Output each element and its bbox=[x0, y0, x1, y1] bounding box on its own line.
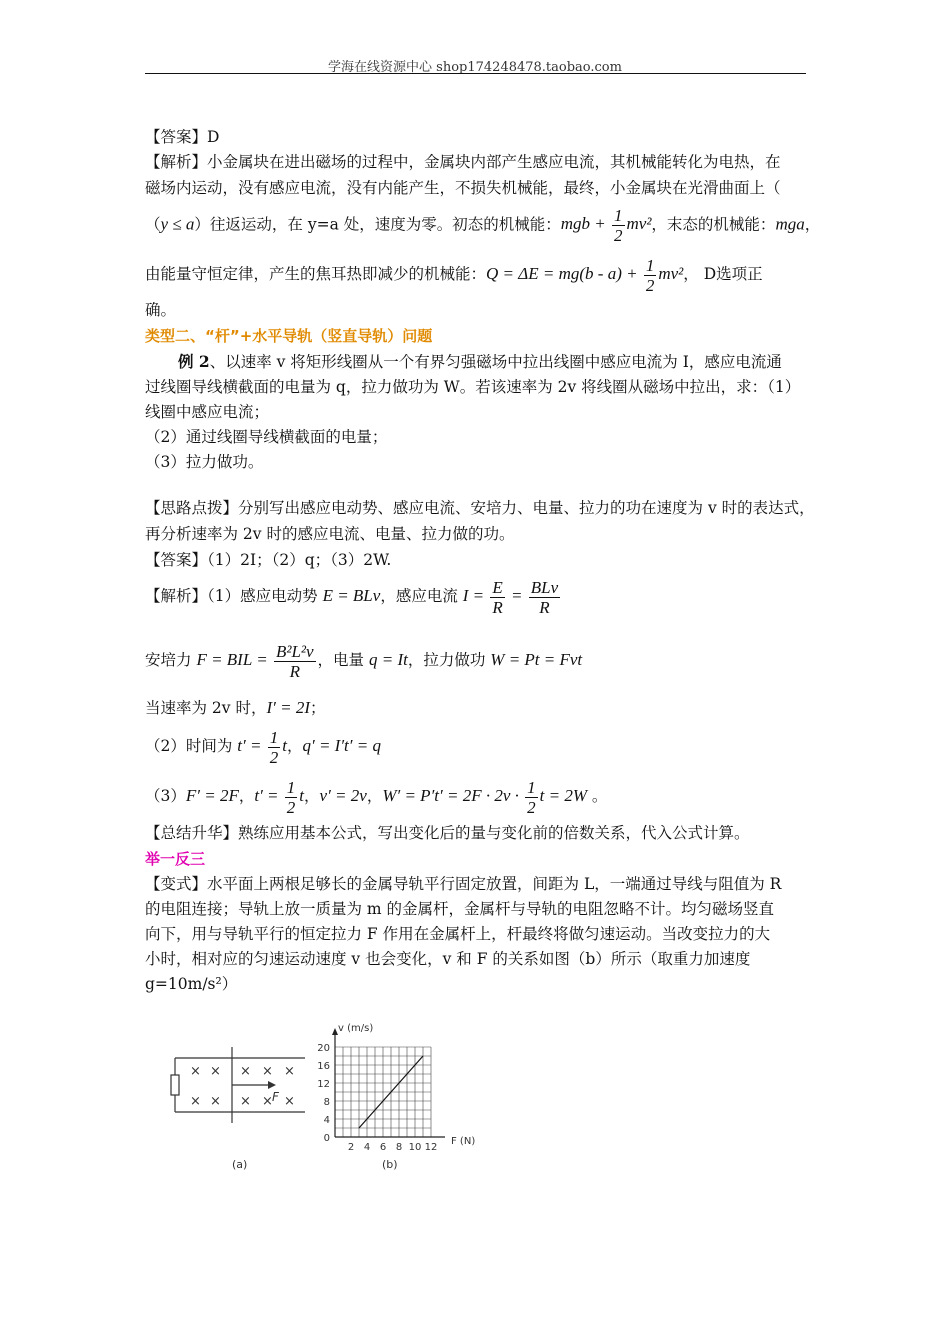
example-line-3: 线圈中感应电流； bbox=[145, 403, 270, 421]
header-rule bbox=[145, 73, 806, 74]
practice-title: 举一反三 bbox=[145, 850, 206, 868]
analysis-text: （2）时间为 bbox=[145, 737, 238, 755]
figure-a bbox=[171, 1047, 305, 1171]
formula-part: Q = ΔE = mg(b - a) + bbox=[486, 264, 642, 283]
analysis-text: ， D选项正 bbox=[683, 265, 763, 283]
field-mark: × bbox=[284, 1064, 295, 1079]
variant-line-3: 向下，用与导轨平行的恒定拉力 F 作用在金属杆上，杆最终将做匀速运动。当改变拉力的大 bbox=[145, 925, 771, 943]
hint-label: 【思路点拨】 bbox=[145, 499, 239, 517]
x-tick-label: 2 bbox=[347, 1142, 355, 1153]
analysis2-line-3 bbox=[145, 698, 326, 718]
field-mark: × bbox=[240, 1064, 251, 1079]
analysis-text: ，电量 bbox=[317, 651, 369, 669]
fraction-num: 1 bbox=[614, 206, 623, 225]
fraction-num: BLv bbox=[530, 577, 559, 597]
analysis2-line-2 bbox=[145, 638, 582, 682]
y-tick-label: 12 bbox=[317, 1079, 330, 1090]
field-mark: × bbox=[210, 1064, 221, 1079]
figure-b-caption: (b) bbox=[382, 1158, 398, 1171]
example-label: 例 2 bbox=[178, 352, 210, 371]
fraction-num: 1 bbox=[269, 727, 279, 747]
example-line-4: （2）通过线圈导线横截面的电量； bbox=[145, 428, 388, 446]
variant-line-4: 小时，相对应的匀速运动速度 v 也会变化，v 和 F 的关系如图（b）所示（取重力加速度 bbox=[145, 950, 751, 968]
fraction bbox=[529, 578, 560, 617]
summary-text: 熟练应用基本公式，写出变化后的量与变化前的倍数关系，代入公式计算。 bbox=[238, 824, 750, 842]
summary-label: 【总结升华】 bbox=[145, 824, 239, 842]
work-formula: W = Pt = Fvt bbox=[490, 650, 583, 669]
analysis-text: 小金属块在进出磁场的过程中，金属块内部产生感应电流，其机械能转化为电热，在 bbox=[207, 153, 781, 171]
new-velocity-formula: v′ = 2v bbox=[319, 786, 367, 805]
force-arrow-head bbox=[268, 1081, 276, 1089]
x-tick-label: 6 bbox=[379, 1142, 387, 1153]
new-force-formula: F′ = 2F bbox=[185, 786, 239, 805]
condition-formula: y ≤ a bbox=[160, 214, 195, 234]
page-header: 学海在线资源中心 shop174248478.taobao.com bbox=[328, 60, 622, 75]
analysis-text: ， bbox=[366, 787, 383, 805]
analysis-text: ，感应电流 bbox=[380, 587, 463, 605]
analysis-label: 【解析】 bbox=[145, 587, 208, 605]
formula-part: t bbox=[299, 786, 305, 805]
formula-part: t′ = bbox=[237, 736, 266, 755]
analysis-text: ，拉力做功 bbox=[407, 651, 491, 669]
answer-line bbox=[145, 127, 219, 147]
y-tick-label: 16 bbox=[317, 1061, 330, 1072]
analysis-text: ，末态的机械能： bbox=[651, 215, 776, 234]
variant-label: 【变式】 bbox=[145, 875, 208, 893]
initial-energy-formula bbox=[560, 206, 652, 245]
variant-text: 水平面上两根足够长的金属导轨平行固定放置，间距为 L，一端通过导线与阻值为 R bbox=[207, 875, 782, 893]
analysis-line-3: （y ≤ a）往返运动，在 y=a 处，速度为零。初态的机械能：mgb + $\frac{1}{2}$ mv²，末态的机械能：mga， bbox=[145, 206, 821, 245]
y-tick-label: 8 bbox=[323, 1097, 330, 1108]
fraction-den: R bbox=[492, 597, 503, 617]
y-tick-label: 20 bbox=[317, 1043, 330, 1054]
fraction-den: 2 bbox=[269, 747, 279, 767]
answer2-line bbox=[145, 550, 391, 570]
formula-part: F = BIL = bbox=[196, 650, 272, 669]
time-formula bbox=[237, 727, 287, 767]
fraction-den: 2 bbox=[527, 797, 536, 817]
formula-part: W′ = P′t′ = 2F · 2v · bbox=[382, 786, 524, 805]
analysis-text: 。 bbox=[587, 787, 608, 805]
answer-label: 【答案】 bbox=[145, 551, 208, 569]
analysis-text: （1）感应电动势 bbox=[207, 587, 323, 605]
fraction bbox=[612, 206, 625, 245]
fraction-den: 2 bbox=[645, 275, 655, 295]
analysis-line-5: 确。 bbox=[145, 301, 177, 319]
final-energy-formula: mga bbox=[775, 214, 805, 234]
formula-part: t bbox=[282, 736, 287, 755]
fraction-num: 1 bbox=[286, 777, 296, 797]
variant-line-1 bbox=[145, 874, 781, 894]
fraction bbox=[525, 778, 538, 817]
figure-a-caption: (a) bbox=[232, 1158, 248, 1171]
y-axis-label: v (m/s) bbox=[338, 1023, 374, 1034]
analysis-text: ， bbox=[304, 787, 320, 805]
analysis-label: 【解析】 bbox=[145, 153, 208, 171]
field-mark: × bbox=[240, 1094, 251, 1109]
new-charge-formula: q′ = I′t′ = q bbox=[302, 736, 381, 755]
analysis-text: 安培力 bbox=[145, 651, 197, 669]
x-tick-label: 8 bbox=[395, 1142, 403, 1153]
fraction-den: 2 bbox=[286, 797, 296, 817]
new-time-formula bbox=[254, 777, 305, 817]
fraction-den: R bbox=[539, 597, 550, 617]
answer-value: （1）2I；（2）q；（3）2W. bbox=[207, 551, 392, 569]
variant-line-5: g=10m/s²） bbox=[145, 975, 238, 993]
analysis-text: 由能量守恒定律，产生的焦耳热即减少的机械能： bbox=[145, 265, 487, 283]
fraction bbox=[268, 728, 281, 767]
hint-line-1 bbox=[145, 498, 815, 518]
summary-line bbox=[145, 823, 750, 843]
analysis2-line-4 bbox=[145, 726, 381, 767]
analysis-text: ， bbox=[804, 215, 821, 234]
analysis-text: ）往返运动，在 y=a 处，速度为零。初态的机械能： bbox=[194, 215, 561, 234]
charge-formula: q = It bbox=[368, 650, 408, 669]
ampere-force-formula bbox=[196, 641, 317, 681]
field-mark: × bbox=[190, 1064, 201, 1079]
fraction-num: 1 bbox=[645, 255, 655, 275]
fraction bbox=[644, 256, 657, 295]
formula-part: mv² bbox=[626, 214, 652, 234]
fraction-den: R bbox=[289, 661, 300, 681]
analysis-line-1 bbox=[145, 152, 781, 172]
fraction-den: 2 bbox=[614, 226, 623, 245]
example-line-1 bbox=[178, 352, 782, 372]
formula-part: I = bbox=[462, 586, 489, 605]
x-axis-label: F (N) bbox=[451, 1136, 476, 1147]
analysis-text: 当速率为 2v 时， bbox=[145, 699, 267, 717]
analysis-text: （3） bbox=[145, 787, 186, 805]
analysis2-line-1 bbox=[145, 576, 562, 617]
resistor bbox=[171, 1075, 179, 1095]
formula-part: t′ = bbox=[254, 786, 283, 805]
example-line-2: 过线圈导线横截面的电量为 q，拉力做功为 W。若该速率为 2v 将线圈从磁场中拉出，求：（1） bbox=[145, 378, 801, 396]
field-mark: × bbox=[284, 1094, 295, 1109]
figure bbox=[150, 1015, 490, 1185]
answer-label: 【答案】 bbox=[145, 128, 208, 146]
y-tick-label: 0 bbox=[323, 1133, 330, 1144]
section-title: 类型二、“杆”+水平导轨（竖直导轨）问题 bbox=[145, 327, 433, 345]
analysis-line-4 bbox=[145, 254, 763, 295]
example-text: 、以速率 v 将矩形线圈从一个有界匀强磁场中拉出线圈中感应电流为 I，感应电流通 bbox=[209, 353, 782, 371]
x-tick-label: 12 bbox=[424, 1142, 438, 1153]
hint-line-2: 再分析速率为 2v 时的感应电流、电量、拉力做的功。 bbox=[145, 525, 515, 543]
formula-part: mv² bbox=[658, 264, 684, 283]
current-formula: I = $\frac{E}{R}$ = $\frac{\text{BLv}}{R}$ bbox=[462, 577, 559, 617]
variant-line-2: 的电阻连接；导轨上放一质量为 m 的金属杆，金属杆与导轨的电阻忽略不计。均匀磁场竖直 bbox=[145, 900, 775, 918]
analysis-text: ； bbox=[310, 699, 326, 717]
field-mark: × bbox=[210, 1094, 221, 1109]
heat-formula bbox=[486, 255, 684, 295]
field-mark: × bbox=[262, 1064, 273, 1079]
new-work-formula bbox=[382, 777, 587, 817]
x-tick-label: 4 bbox=[363, 1142, 371, 1153]
hint-text: 分别写出感应电动势、感应电流、安培力、电量、拉力的功在速度为 v 时的表达式， bbox=[238, 499, 815, 517]
formula-part: t = 2W bbox=[539, 786, 587, 805]
emf-formula: E = BLv bbox=[322, 586, 381, 605]
answer-value: D bbox=[207, 128, 220, 146]
analysis-text: ， bbox=[286, 737, 303, 755]
y-tick-label: 4 bbox=[323, 1115, 330, 1126]
analysis-text: ， bbox=[238, 787, 255, 805]
fraction bbox=[274, 642, 316, 681]
analysis2-line-5 bbox=[145, 776, 607, 817]
new-current-formula: I′ = 2I bbox=[266, 698, 310, 717]
fraction-num: B²L²v bbox=[275, 641, 314, 661]
field-mark: × bbox=[262, 1094, 273, 1109]
example-line-5: （3）拉力做功。 bbox=[145, 453, 264, 471]
fraction-num: E bbox=[492, 577, 503, 597]
x-tick-label: 10 bbox=[408, 1142, 422, 1153]
analysis-line-2: 磁场内运动，没有感应电流，没有内能产生，不损失机械能，最终，小金属块在光滑曲面上（ bbox=[145, 179, 781, 197]
force-label: F bbox=[272, 1090, 279, 1104]
formula-part: mgb + bbox=[560, 214, 610, 234]
field-mark: × bbox=[190, 1094, 201, 1109]
fraction-num: 1 bbox=[527, 777, 536, 797]
fraction bbox=[285, 778, 298, 817]
figure-b-chart bbox=[317, 1023, 475, 1171]
fraction bbox=[490, 578, 504, 617]
